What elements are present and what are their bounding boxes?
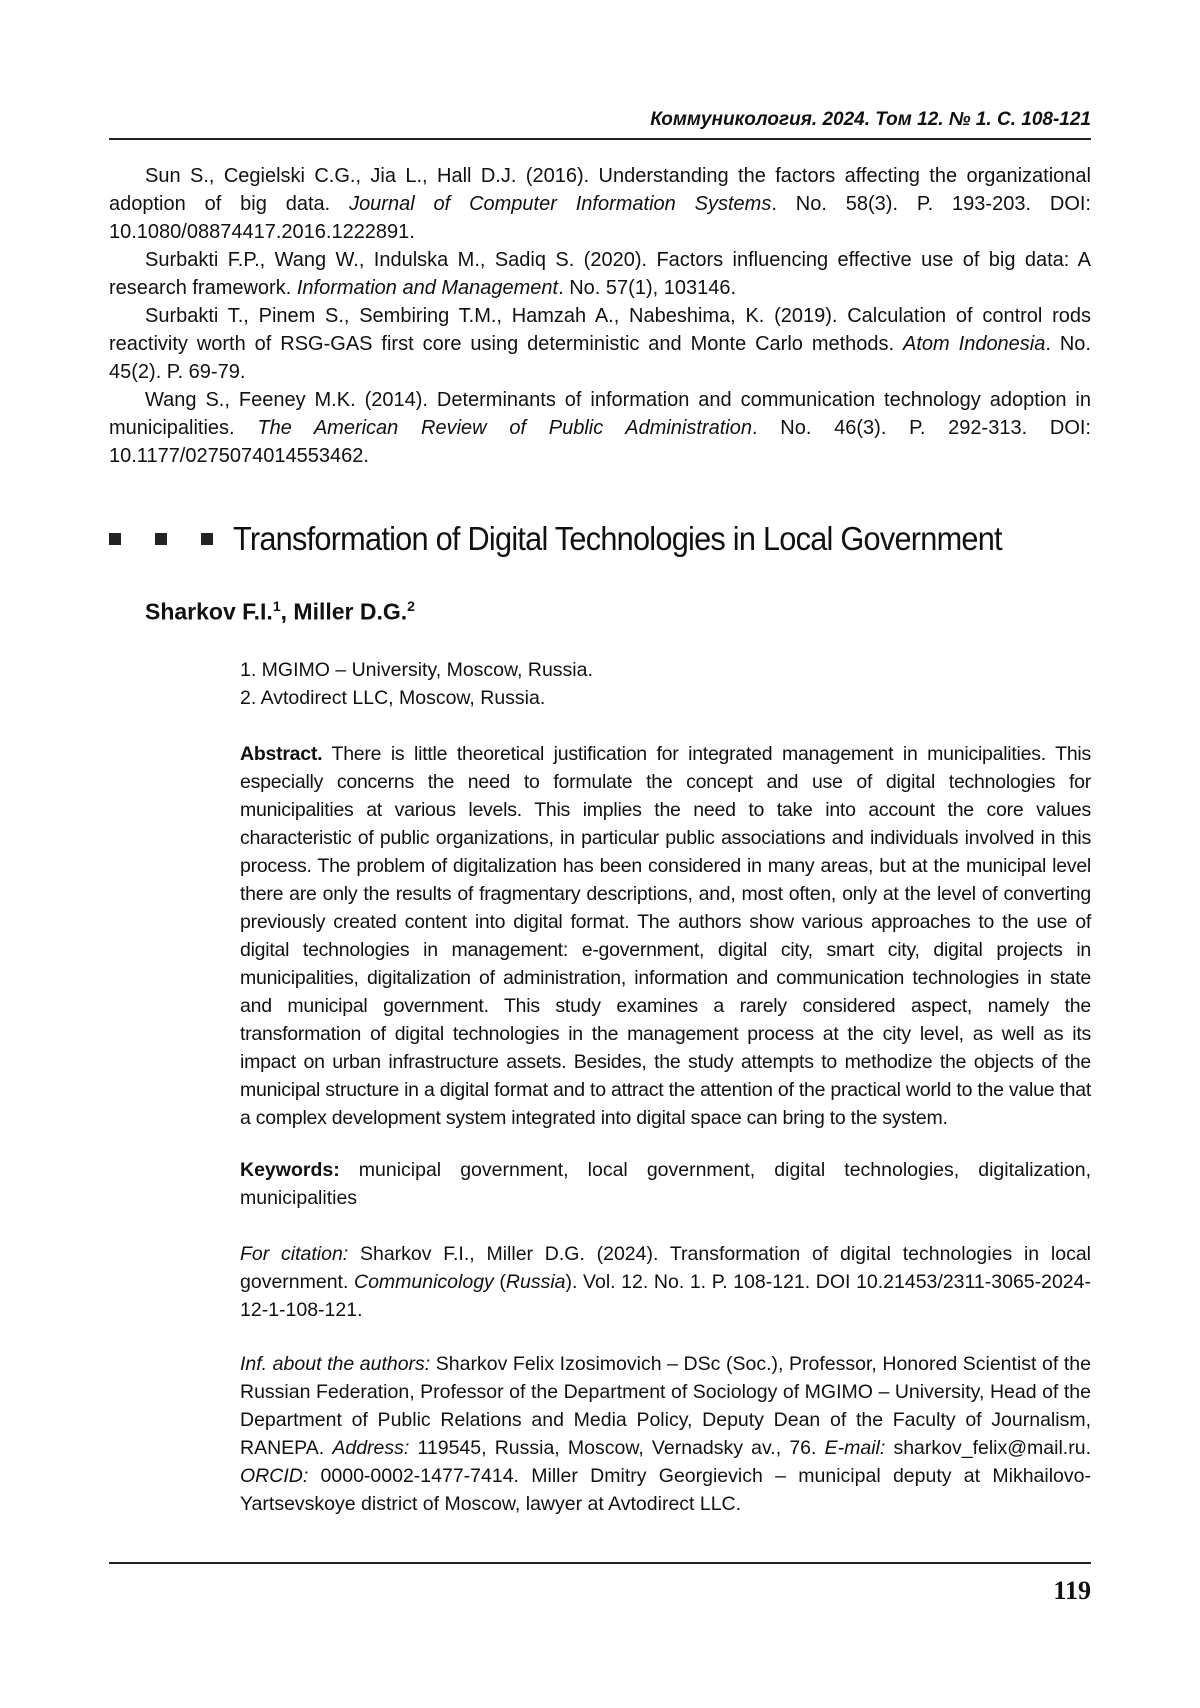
reference-item: Surbakti F.P., Wang W., Indulska M., Sadiq S. (2020). Factors influencing effective use of big data: A research framework. Information and Management. No. 57(1), 103146. [109, 249, 1091, 299]
author-email: sharkov_felix@mail.ru. [885, 1437, 1091, 1459]
keywords-label: Keywords: [240, 1159, 340, 1181]
abstract-text: There is little theoretical justification for integrated management in municipalities. This especially concerns the need to formulate the concept and use of digital technologies for municipalities at various levels. This implies the need to take into account the core values characteristic of public organizations, in particular public associations and individuals involved in this process. The problem of digitalization has been considered in many areas, but at the municipal level there are only the results of fragmentary descriptions, and, most often, only at the level of converting previously created content into digital format. The authors show various approaches to the use of digital technologies in management: e-government, digital city, smart city, digital projects in municipalities, digitalization of administration, information and communication technologies in state and municipal government. This study examines a rarely considered aspect, namely the transformation of digital technologies in the management process at the city level, as well as its impact on urban infrastructure assets. Besides, the study attempts to methodize the objects of the municipal structure in a digital format and to attract the attention of the practical world to the value that a complex development system integrated into digital space can bring to the system. [240, 743, 1091, 1129]
journal-page [109, 0, 1091, 1708]
reference-item: Wang S., Feeney M.K. (2014). Determinants of information and communication technology adoption in municipalities. The American Review of Public Administration. No. 46(3). P. 292-313. DOI: 10.1177/0275074014553462. [109, 389, 1091, 467]
page-number: 119 [1053, 1576, 1091, 1605]
author-info-label: Inf. about the authors: [240, 1353, 431, 1375]
keywords [240, 1156, 1091, 1212]
reference-item: Surbakti T., Pinem S., Sembiring T.M., Hamzah A., Nabeshima, K. (2019). Calculation of control rods reactivity worth of RSG-GAS first core using deterministic and Monte Carlo methods. Atom Indonesia. No. 45(2). P. 69-79. [109, 305, 1091, 383]
author-info: Inf. about the authors: Sharkov Felix Izosimovich – DSc (Soc.), Professor, Honored Scientist of the Russian Federation, Professor of the Department of Sociology of MGIMO – University, Head of the Department of Public Relations and Media Policy, Deputy Dean of the Faculty of Journalism, RANEPA. Address: 119545, Russia, Moscow, Vernadsky av., 76. E-mail: sharkov_felix@mail.ru. ORCID: 0000-0002-1477-7414. Miller Dmitry Georgievich – municipal deputy at Mikhailovo-Yartsevskoye district of Moscow, lawyer at Avtodirect LLC. [240, 1353, 1091, 1515]
reference-list [109, 162, 1091, 470]
article-title-text: Transformation of Digital Technologies in Local Government [233, 520, 1002, 557]
affiliation-item: 2. Avtodirect LLC, Moscow, Russia. [240, 687, 546, 709]
citation: For citation: Sharkov F.I., Miller D.G. (2024). Transformation of digital technologies in local government. Communicology (Russia). Vol. 12. No. 1. P. 108-121. DOI 10.21453/2311-3065-2024-12-1-108-121. [240, 1243, 1092, 1321]
header-rule [109, 138, 1091, 140]
author-line: Sharkov F.I.$^1$, Miller D.G.$^2$ [145, 598, 415, 625]
running-head: Коммуникология. 2024. Том 12. № 1. С. 108-121 [650, 109, 1091, 130]
square-bullet-icon [155, 533, 167, 545]
abstract-label: Abstract. [240, 743, 323, 765]
citation-label: For citation: [240, 1243, 349, 1265]
keywords-text: municipal government, local government, digital technologies, digitalization, municipalities [240, 1159, 1091, 1209]
square-bullet-icon [109, 533, 121, 545]
reference-item: Sun S., Cegielski C.G., Jia L., Hall D.J. (2016). Understanding the factors affecting the organizational adoption of big data. Journal of Computer Information Systems. No. 58(3). P. 193-203. DOI: 10.1080/08874417.2016.1222891. [109, 165, 1091, 243]
affiliations [240, 656, 1091, 712]
article-title [109, 514, 1091, 564]
affiliation-item: 1. MGIMO – University, Moscow, Russia. [240, 659, 593, 681]
footer-rule [109, 1562, 1091, 1564]
square-bullet-icon [201, 533, 213, 545]
abstract [240, 740, 1091, 1132]
